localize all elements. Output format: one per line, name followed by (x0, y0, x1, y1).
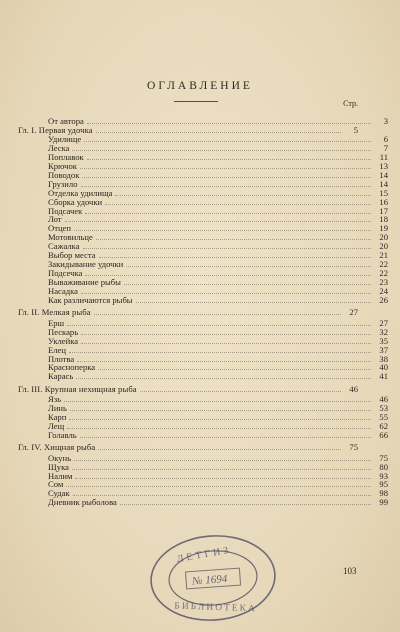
toc-entry-title: Карп (48, 412, 67, 422)
toc-entry-title: Подсачек (48, 205, 83, 216)
toc-entry-title: Поплавок (48, 151, 84, 162)
toc-entry-page: 15 (379, 187, 388, 198)
toc-entry-page: 17 (379, 205, 388, 216)
toc-entry-title: Отделка удилища (48, 187, 113, 198)
page-title: ОГЛАВЛЕНИЕ (147, 80, 253, 92)
toc-item-row (18, 371, 388, 381)
toc-entry-title: Сборка удочки (48, 196, 103, 207)
toc-entry-page: 14 (379, 178, 388, 189)
toc-entry-title: Закидывание удочки (48, 259, 124, 270)
toc-entry-title: Красноперка (48, 362, 96, 373)
dot-leader (69, 419, 371, 420)
toc-entry-title: Елец (48, 344, 66, 355)
toc-entry-title: Поводок (48, 169, 80, 180)
dot-leader (81, 343, 371, 344)
toc-entry-title: Ерш (48, 317, 65, 328)
toc-entry-title: Окунь (48, 452, 72, 463)
toc-entry-title: Подсечка (48, 268, 83, 279)
toc-entry-title: Судак (48, 488, 70, 499)
toc-entry-page: 40 (379, 362, 388, 373)
dot-leader (85, 213, 371, 214)
toc-chapter-row (18, 307, 358, 317)
toc-entry-page: 55 (379, 412, 388, 422)
toc-entry-page: 6 (383, 133, 388, 144)
dot-leader (81, 293, 371, 294)
svg-text:БИБЛИОТЕКА: БИБЛИОТЕКА (174, 601, 257, 615)
dot-leader (73, 495, 371, 496)
toc-entry-title: Щука (48, 461, 69, 472)
toc-entry-page: 19 (379, 223, 388, 234)
dot-leader (74, 230, 371, 231)
dot-leader (84, 141, 371, 142)
toc-entry-title: Налим (48, 470, 73, 481)
toc-entry-page: 37 (379, 344, 388, 355)
svg-text:№ 1694: № 1694 (191, 573, 228, 588)
dot-leader (69, 352, 371, 353)
toc-entry-page: 22 (379, 268, 388, 279)
dot-leader (96, 132, 341, 133)
toc-entry-title: Лот (48, 214, 62, 225)
toc-entry-title: Гл. IV. Хищная рыба (18, 442, 96, 452)
toc-entry-title: Пескарь (48, 326, 79, 337)
page-number: 103 (343, 566, 357, 576)
toc-entry-page: 32 (379, 326, 388, 337)
svg-text:ЛЕТГИЗ: ЛЕТГИЗ (176, 544, 233, 566)
dot-leader (98, 449, 341, 450)
toc-entry-page: 14 (379, 169, 388, 180)
toc-entry-page: 75 (379, 452, 388, 463)
dot-leader (80, 168, 371, 169)
dot-leader (140, 391, 341, 392)
toc-entry-page: 27 (349, 307, 358, 318)
toc-entry-page: 93 (379, 470, 388, 481)
toc-entry-title: Насадка (48, 286, 78, 296)
toc-entry-title: Карась (48, 371, 74, 382)
toc-entry-page: 95 (379, 479, 388, 490)
toc-entry-title: Дневник рыболова (48, 497, 117, 508)
toc-entry-page: 16 (379, 196, 388, 207)
toc-item-row (18, 430, 388, 440)
dot-leader (67, 325, 371, 326)
toc-entry-title: Язь (48, 394, 62, 405)
toc-entry-title: Линь (48, 403, 67, 413)
dot-leader (120, 504, 371, 505)
dot-leader (75, 478, 371, 479)
toc-entry-title: Гл. II. Мелкая рыба (18, 307, 91, 318)
toc-entry-page: 26 (379, 295, 388, 305)
toc-entry-title: Уклейка (48, 335, 79, 346)
dot-leader (85, 275, 371, 276)
toc-entry-page: 53 (379, 403, 388, 413)
dot-leader (81, 334, 371, 335)
toc-entry-page: 20 (379, 232, 388, 243)
dot-leader (126, 266, 371, 267)
toc-entry-page: 62 (379, 420, 388, 431)
toc-entry-title: Выбор места (48, 250, 96, 261)
toc-entry-title: Гл. III. Крупная нехищная рыба (18, 383, 137, 394)
toc-entry-page: 41 (379, 371, 388, 382)
library-stamp (145, 528, 281, 629)
toc-entry-title: Как различаются рыбы (48, 295, 133, 305)
dot-leader (77, 361, 371, 362)
toc-entry-title: Лещ (48, 420, 65, 431)
dot-leader (115, 195, 371, 196)
dot-leader (67, 428, 371, 429)
dot-leader (65, 221, 371, 222)
dot-leader (66, 486, 371, 487)
dot-leader (64, 401, 371, 402)
toc-entry-title: Гл. I. Первая удочка (18, 125, 93, 135)
toc-entry-page: 21 (379, 250, 388, 261)
toc-entry-title: Вываживание рыбы (48, 277, 121, 288)
page-column-header: Стр. (343, 99, 358, 108)
toc-entry-title: Сажалка (48, 241, 80, 252)
toc-entry-page: 80 (379, 461, 388, 472)
dot-leader (83, 248, 371, 249)
toc-item-row (18, 497, 388, 507)
dot-leader (105, 204, 371, 205)
toc-entry-title: Сом (48, 479, 64, 490)
dot-leader (99, 257, 371, 258)
toc-entry-title: Леска (48, 142, 70, 153)
toc-entry-page: 18 (379, 214, 388, 225)
toc-entry-page: 98 (379, 488, 388, 499)
toc-entry-page: 24 (379, 286, 388, 296)
toc-entry-title: Голавль (48, 429, 77, 440)
toc-item-row (18, 295, 388, 305)
toc-entry-title: Крючок (48, 160, 77, 171)
toc-entry-title: Грузило (48, 178, 78, 189)
title-rule (174, 101, 218, 102)
toc-entry-page: 46 (379, 394, 388, 405)
dot-leader (80, 437, 371, 438)
dot-leader (87, 123, 371, 124)
dot-leader (74, 460, 371, 461)
toc-entry-title: Удилище (48, 133, 82, 144)
toc-entry-page: 38 (379, 353, 388, 364)
toc-entry-page: 46 (349, 383, 358, 394)
dot-leader (70, 410, 371, 411)
dot-leader (72, 469, 371, 470)
toc-entry-page: 7 (383, 142, 388, 153)
toc-entry-page: 27 (379, 317, 388, 328)
dot-leader (96, 239, 371, 240)
toc-entry-page: 23 (379, 277, 388, 288)
toc-entry-page: 13 (379, 160, 388, 171)
toc-entry-title: Мотовильце (48, 232, 93, 243)
toc-entry-page: 75 (349, 442, 358, 452)
dot-leader (81, 186, 372, 187)
toc-entry-page: 5 (353, 125, 358, 135)
toc-chapter-row (18, 384, 358, 394)
toc-entry-title: Отцеп (48, 223, 71, 234)
dot-leader (87, 159, 371, 160)
toc-entry-title: От автора (48, 116, 84, 126)
dot-leader (82, 177, 371, 178)
toc-entry-page: 3 (383, 116, 388, 126)
toc-entry-page: 66 (379, 429, 388, 440)
dot-leader (124, 284, 371, 285)
toc-entry-page: 20 (379, 241, 388, 252)
toc-entry-page: 11 (379, 151, 388, 162)
toc-entry-page: 35 (379, 335, 388, 346)
dot-leader (76, 378, 371, 379)
dot-leader (72, 150, 371, 151)
dot-leader (94, 314, 341, 315)
dot-leader (136, 302, 371, 303)
toc-entry-page: 22 (379, 259, 388, 270)
toc-entry-page: 99 (379, 497, 388, 508)
dot-leader (98, 369, 371, 370)
toc-entry-title: Плотва (48, 353, 75, 364)
toc-chapter-row (18, 442, 358, 452)
